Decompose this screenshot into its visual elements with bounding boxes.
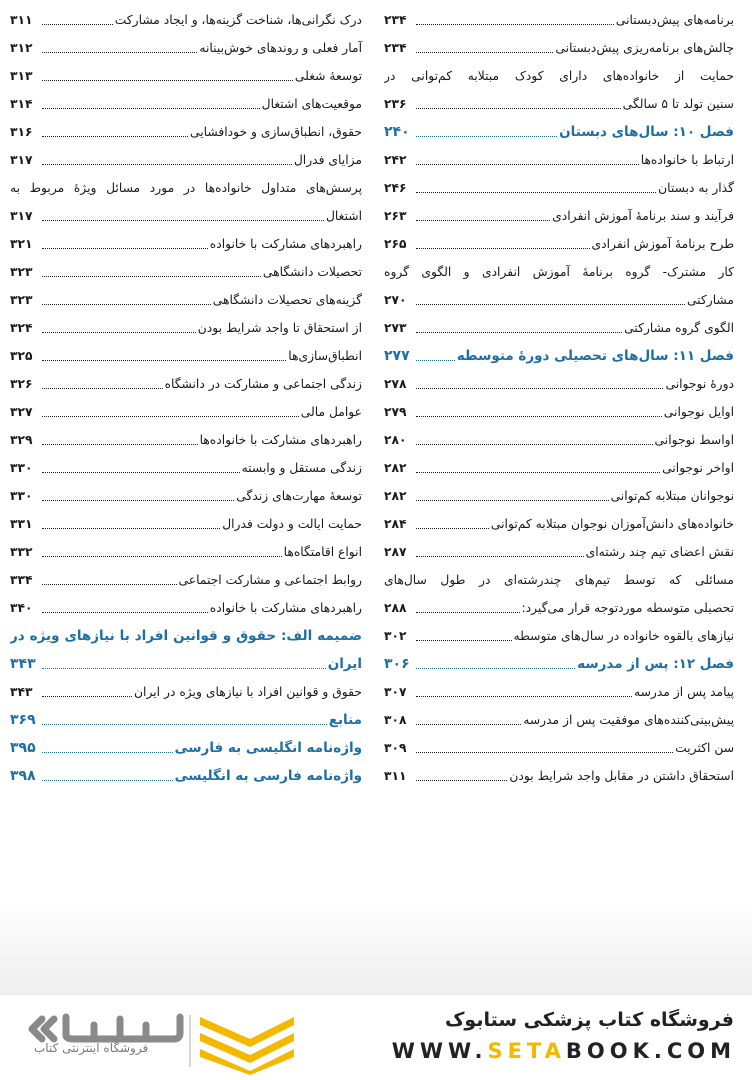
- toc-entry-title: ارتباط با خانواده‌ها: [640, 153, 734, 167]
- toc-dot-leader: [42, 24, 113, 25]
- toc-page-number: ۳۶۹: [10, 712, 36, 728]
- shop-url[interactable]: [392, 1039, 736, 1063]
- toc-entry[interactable]: [10, 398, 362, 426]
- toc-page-number: ۲۸۲: [384, 461, 407, 475]
- toc-page-number: ۳۲۵: [10, 349, 33, 363]
- toc-entry[interactable]: [384, 426, 734, 454]
- toc-entry[interactable]: [10, 62, 362, 90]
- toc-page-number: ۳۱۶: [10, 125, 33, 139]
- toc-entry-title: حقوق و قوانین افراد با نیازهای ویژه در ایران: [134, 685, 362, 699]
- toc-dot-leader: [416, 780, 507, 781]
- toc-page-number: ۳۳۱: [10, 517, 33, 531]
- toc-entry[interactable]: [384, 62, 734, 118]
- toc-dot-leader: [416, 668, 575, 669]
- toc-dot-leader: [416, 24, 614, 25]
- toc-entry-title: تحصیلات دانشگاهی: [262, 265, 362, 279]
- toc-dot-leader: [42, 360, 286, 361]
- toc-page-number: ۲۸۴: [384, 517, 407, 531]
- toc-entry[interactable]: [384, 706, 734, 734]
- toc-left-column: [10, 6, 362, 790]
- toc-page-number: ۲۴۶: [384, 181, 407, 195]
- toc-dot-leader: [42, 304, 211, 305]
- toc-entry[interactable]: [384, 398, 734, 426]
- toc-entry-title: راهبردهای مشارکت با خانواده: [209, 237, 362, 251]
- toc-dot-leader: [42, 80, 293, 81]
- toc-dot-leader: [42, 388, 163, 389]
- toc-page-number: ۲۸۲: [384, 489, 407, 503]
- toc-dot-leader: [416, 332, 622, 333]
- toc-entry-title: استحقاق داشتن در مقابل واجد شرایط بودن: [509, 769, 734, 783]
- toc-entry[interactable]: [384, 370, 734, 398]
- toc-dot-leader: [416, 556, 584, 557]
- toc-entry[interactable]: [384, 566, 734, 622]
- toc-dot-leader: [416, 360, 455, 361]
- toc-entry-title: توسعهٔ مهارت‌های زندگی: [236, 489, 362, 503]
- toc-entry-title: روابط اجتماعی و مشارکت اجتماعی: [178, 573, 362, 587]
- toc-entry-title: انطباق‌سازی‌ها: [288, 349, 362, 363]
- toc-dot-leader: [416, 304, 685, 305]
- toc-entry-title-line1: پرسش‌های متداول خانواده‌ها در مورد مسائل ویژهٔ مربوط به: [10, 181, 362, 195]
- toc-entry-title: اواسط نوجوانی: [654, 433, 734, 447]
- url-suffix: BOOK.COM: [565, 1039, 736, 1063]
- toc-dot-leader: [416, 752, 673, 753]
- toc-entry-title-line2: تحصیلی متوسطه موردتوجه قرار می‌گیرد:: [521, 601, 734, 615]
- toc-dot-leader: [42, 220, 324, 221]
- toc-entry-title: فصل ۱۱: سال‌های تحصیلی دورهٔ متوسطه: [456, 348, 734, 364]
- toc-entry[interactable]: [10, 342, 362, 370]
- toc-entry-title-line1: مسائلی که توسط تیم‌های چندرشته‌ای در طول سال‌های: [384, 573, 734, 587]
- logo-chevron-icon: [200, 1017, 294, 1075]
- toc-entry[interactable]: [10, 118, 362, 146]
- toc-entry[interactable]: [10, 538, 362, 566]
- toc-page-number: ۲۶۵: [384, 237, 407, 251]
- toc-dot-leader: [416, 528, 489, 529]
- toc-page-number: ۲۳۴: [384, 41, 407, 55]
- toc-dot-leader: [416, 164, 639, 165]
- toc-entry[interactable]: [384, 314, 734, 342]
- toc-entry[interactable]: [10, 510, 362, 538]
- toc-page-number: ۳۳۰: [10, 489, 33, 503]
- toc-entry-title: فصل ۱۰: سال‌های دبستان: [559, 124, 734, 140]
- toc-page-number: ۳۰۶: [384, 656, 410, 672]
- toc-entry[interactable]: [10, 482, 362, 510]
- toc-entry[interactable]: [384, 174, 734, 202]
- toc-dot-leader: [416, 696, 632, 697]
- toc-dot-leader: [42, 472, 240, 473]
- toc-entry[interactable]: [10, 6, 362, 34]
- toc-dot-leader: [42, 500, 234, 501]
- toc-page-number: ۲۷۹: [384, 405, 407, 419]
- toc-page-number: ۲۸۷: [384, 545, 407, 559]
- toc-entry-title: گذار به دبستان: [658, 181, 734, 195]
- toc-entry-title: پیامد پس از مدرسه: [634, 685, 734, 699]
- toc-entry-title-line1: کار مشترک- گروه برنامهٔ آموزش انفرادی و الگوی گروه: [384, 265, 734, 279]
- toc-entry-title: آمار فعلی و روندهای خوش‌بینانه: [199, 41, 362, 55]
- toc-dot-leader: [42, 136, 188, 137]
- toc-dot-leader: [42, 556, 282, 557]
- toc-dot-leader: [416, 444, 653, 445]
- toc-entry-title: الگوی گروه مشارکتی: [624, 321, 734, 335]
- toc-entry-title-line2: سنین تولد تا ۵ سالگی: [622, 97, 734, 111]
- toc-entry-title: سن اکثریت: [675, 741, 734, 755]
- toc-entry-title: گزینه‌های تحصیلات دانشگاهی: [212, 293, 362, 307]
- toc-page-number: ۳۲۱: [10, 237, 33, 251]
- toc-entry-title: راهبردهای مشارکت با خانواده: [209, 601, 362, 615]
- toc-entry[interactable]: [10, 230, 362, 258]
- toc-page-number: ۳۰۲: [384, 629, 407, 643]
- shop-name: فروشگاه کتاب پزشکی ستابوک: [444, 1009, 734, 1031]
- toc-dot-leader: [42, 752, 173, 753]
- toc-chapter-heading[interactable]: [384, 342, 734, 370]
- toc-dot-leader: [42, 332, 196, 333]
- toc-entry[interactable]: [10, 594, 362, 622]
- footer-banner: [0, 995, 752, 1080]
- toc-entry[interactable]: [10, 146, 362, 174]
- toc-chapter-heading[interactable]: [384, 118, 734, 146]
- toc-entry-title: از استحقاق تا واجد شرایط بودن: [197, 321, 362, 335]
- toc-entry-title: موقعیت‌های اشتغال: [261, 97, 362, 111]
- toc-entry-title: فصل ۱۲: پس از مدرسه: [577, 656, 734, 672]
- toc-entry[interactable]: [384, 762, 734, 790]
- toc-entry-title: زندگی مستقل و وابسته: [241, 461, 362, 475]
- toc-page-number: ۳۱۷: [10, 153, 33, 167]
- toc-dot-leader: [416, 192, 656, 193]
- toc-dot-leader: [42, 52, 197, 53]
- toc-dot-leader: [416, 724, 521, 725]
- toc-entry[interactable]: [384, 6, 734, 34]
- toc-page-number: ۳۲۶: [10, 377, 33, 391]
- toc-entry-title: نیازهای بالقوه خانواده در سال‌های متوسطه: [513, 629, 734, 643]
- toc-page-number: ۳۲۳: [10, 265, 33, 279]
- toc-dot-leader: [416, 52, 553, 53]
- toc-entry[interactable]: [384, 510, 734, 538]
- toc-dot-leader: [416, 640, 512, 641]
- toc-page-number: ۲۸۸: [384, 601, 407, 615]
- toc-entry-title: درک نگرانی‌ها، شناخت گزینه‌ها، و ایجاد مشارکت: [114, 13, 362, 27]
- toc-page-number: ۲۷۰: [384, 293, 407, 307]
- toc-dot-leader: [42, 528, 220, 529]
- toc-entry-title: واژه‌نامه فارسی به انگلیسی: [174, 768, 362, 784]
- toc-dot-leader: [42, 444, 198, 445]
- toc-entry-title-line1: ضمیمه الف: حقوق و قوانین افراد با نیازهای ویژه در: [10, 628, 362, 644]
- toc-dot-leader: [42, 416, 299, 417]
- toc-page-number: ۲۷۷: [384, 348, 410, 364]
- toc-entry[interactable]: [10, 286, 362, 314]
- toc-entry-title-line1: حمایت از خانواده‌های دارای کودک مبتلابه کم‌توانی در: [384, 69, 734, 83]
- toc-chapter-heading[interactable]: [384, 650, 734, 678]
- toc-page-number: ۳۴۰: [10, 601, 33, 615]
- toc-entry[interactable]: [384, 202, 734, 230]
- toc-dot-leader: [416, 220, 550, 221]
- footer-fade: [0, 900, 752, 995]
- toc-dot-leader: [42, 668, 326, 669]
- toc-entry-title: خانواده‌های دانش‌آموزان نوجوان مبتلابه کم‌توانی: [490, 517, 734, 531]
- toc-page-number: ۳۲۷: [10, 405, 33, 419]
- toc-entry-title: دورهٔ نوجوانی: [665, 377, 734, 391]
- toc-dot-leader: [416, 472, 660, 473]
- toc-dot-leader: [42, 612, 208, 613]
- toc-entry-title: اواخر نوجوانی: [662, 461, 734, 475]
- toc-dot-leader: [42, 276, 261, 277]
- toc-entry-title: نقش اعضای تیم چند رشته‌ای: [585, 545, 734, 559]
- toc-page-number: ۳۲۴: [10, 321, 33, 335]
- toc-page-number: ۳۳۴: [10, 573, 33, 587]
- toc-chapter-heading[interactable]: [10, 734, 362, 762]
- toc-page-number: ۳۹۵: [10, 740, 36, 756]
- toc-entry[interactable]: [384, 454, 734, 482]
- url-prefix: WWW.: [391, 1039, 488, 1063]
- toc-page-number: ۳۱۲: [10, 41, 33, 55]
- toc-chapter-heading[interactable]: [10, 762, 362, 790]
- toc-page-number: ۳۰۸: [384, 713, 407, 727]
- toc-entry-title-line2: ایران: [327, 656, 362, 672]
- toc-page-number: ۲۴۰: [384, 124, 410, 140]
- toc-page-number: ۳۳۰: [10, 461, 33, 475]
- toc-entry[interactable]: [10, 454, 362, 482]
- toc-entry[interactable]: [384, 734, 734, 762]
- toc-page-number: ۳۱۴: [10, 97, 33, 111]
- toc-dot-leader: [42, 108, 260, 109]
- toc-page-number: ۳۱۳: [10, 69, 33, 83]
- toc-entry-title: منابع: [328, 712, 362, 728]
- toc-page-number: ۳۱۷: [10, 209, 33, 223]
- toc-page-number: ۳۳۲: [10, 545, 33, 559]
- toc-entry[interactable]: [10, 34, 362, 62]
- toc-entry[interactable]: [10, 678, 362, 706]
- toc-page-number: ۳۴۳: [10, 685, 33, 699]
- toc-entry-title: فرآیند و سند برنامهٔ آموزش انفرادی: [552, 209, 734, 223]
- toc-page-number: ۳۹۸: [10, 768, 36, 784]
- toc-entry-title: برنامه‌های پیش‌دبستانی: [615, 13, 734, 27]
- toc-page-number: ۳۴۳: [10, 656, 36, 672]
- toc-entry[interactable]: [384, 622, 734, 650]
- toc-dot-leader: [42, 248, 208, 249]
- toc-entry-title: اوایل نوجوانی: [663, 405, 734, 419]
- toc-entry-title: طرح برنامهٔ آموزش انفرادی: [591, 237, 734, 251]
- toc-entry[interactable]: [10, 426, 362, 454]
- toc-entry-title: زندگی اجتماعی و مشارکت در دانشگاه: [164, 377, 362, 391]
- toc-entry[interactable]: [10, 370, 362, 398]
- toc-entry-title-line2: مشارکتی: [686, 293, 734, 307]
- toc-entry-title: حمایت ایالت و دولت فدرال: [222, 517, 362, 531]
- toc-dot-leader: [416, 136, 557, 137]
- toc-page-number: ۳۱۱: [10, 13, 33, 27]
- setabook-logo: [24, 1005, 294, 1075]
- toc-entry[interactable]: [384, 146, 734, 174]
- toc-dot-leader: [42, 780, 173, 781]
- toc-entry-title: مزایای فدرال: [293, 153, 362, 167]
- logo-wordmark-icon: [32, 1017, 180, 1039]
- toc-page-number: ۲۳۴: [384, 13, 407, 27]
- toc-chapter-heading[interactable]: [10, 622, 362, 678]
- toc-page-number: ۲۷۳: [384, 321, 407, 335]
- toc-dot-leader: [416, 500, 609, 501]
- toc-page-number: ۳۲۳: [10, 293, 33, 307]
- toc-entry[interactable]: [384, 258, 734, 314]
- toc-entry-title: نوجوانان مبتلابه کم‌توانی: [610, 489, 734, 503]
- toc-dot-leader: [416, 108, 621, 109]
- url-highlight: SETA: [487, 1039, 566, 1063]
- toc-entry-title: پیش‌بینی‌کننده‌های موفقیت پس از مدرسه: [523, 713, 734, 727]
- toc-page-number: ۲۷۸: [384, 377, 407, 391]
- logo-subtitle: فروشگاه اینترنتی کتاب: [34, 1041, 149, 1055]
- toc-entry[interactable]: [10, 566, 362, 594]
- toc-page-number: ۳۱۱: [384, 769, 407, 783]
- toc-right-column: [384, 6, 734, 790]
- toc-entry[interactable]: [10, 90, 362, 118]
- toc-page-number: ۳۰۷: [384, 685, 407, 699]
- toc-dot-leader: [416, 388, 663, 389]
- toc-entry[interactable]: [384, 538, 734, 566]
- toc-dot-leader: [42, 696, 132, 697]
- toc-entry-title: حقوق، انطباق‌سازی و خودافشایی: [189, 125, 362, 139]
- toc-dot-leader: [42, 584, 177, 585]
- toc-page-number: ۲۸۰: [384, 433, 407, 447]
- toc-dot-leader: [416, 248, 590, 249]
- toc-page-number: ۳۲۹: [10, 433, 33, 447]
- toc-page-number: ۲۶۳: [384, 209, 407, 223]
- toc-page-number: ۲۴۲: [384, 153, 407, 167]
- toc-page-number: ۲۳۶: [384, 97, 407, 111]
- toc-entry-title: توسعهٔ شغلی: [294, 69, 362, 83]
- toc-entry-title: راهبردهای مشارکت با خانواده‌ها: [199, 433, 362, 447]
- toc-entry-title: واژه‌نامه انگلیسی به فارسی: [174, 740, 362, 756]
- toc-entry[interactable]: [10, 174, 362, 230]
- toc-entry[interactable]: [10, 314, 362, 342]
- toc-entry[interactable]: [384, 230, 734, 258]
- toc-dot-leader: [42, 724, 327, 725]
- toc-chapter-heading[interactable]: [10, 706, 362, 734]
- toc-entry-title-line2: اشتغال: [325, 209, 362, 223]
- toc-entry[interactable]: [384, 34, 734, 62]
- toc-entry[interactable]: [384, 678, 734, 706]
- toc-entry-title: انواع اقامتگاه‌ها: [283, 545, 362, 559]
- toc-entry[interactable]: [384, 482, 734, 510]
- toc-dot-leader: [416, 612, 520, 613]
- toc-dot-leader: [42, 164, 292, 165]
- toc-entry-title: عوامل مالی: [300, 405, 362, 419]
- toc-entry-title: چالش‌های برنامه‌ریزی پیش‌دبستانی: [555, 41, 734, 55]
- toc-page-number: ۳۰۹: [384, 741, 407, 755]
- toc-entry[interactable]: [10, 258, 362, 286]
- toc-dot-leader: [416, 416, 662, 417]
